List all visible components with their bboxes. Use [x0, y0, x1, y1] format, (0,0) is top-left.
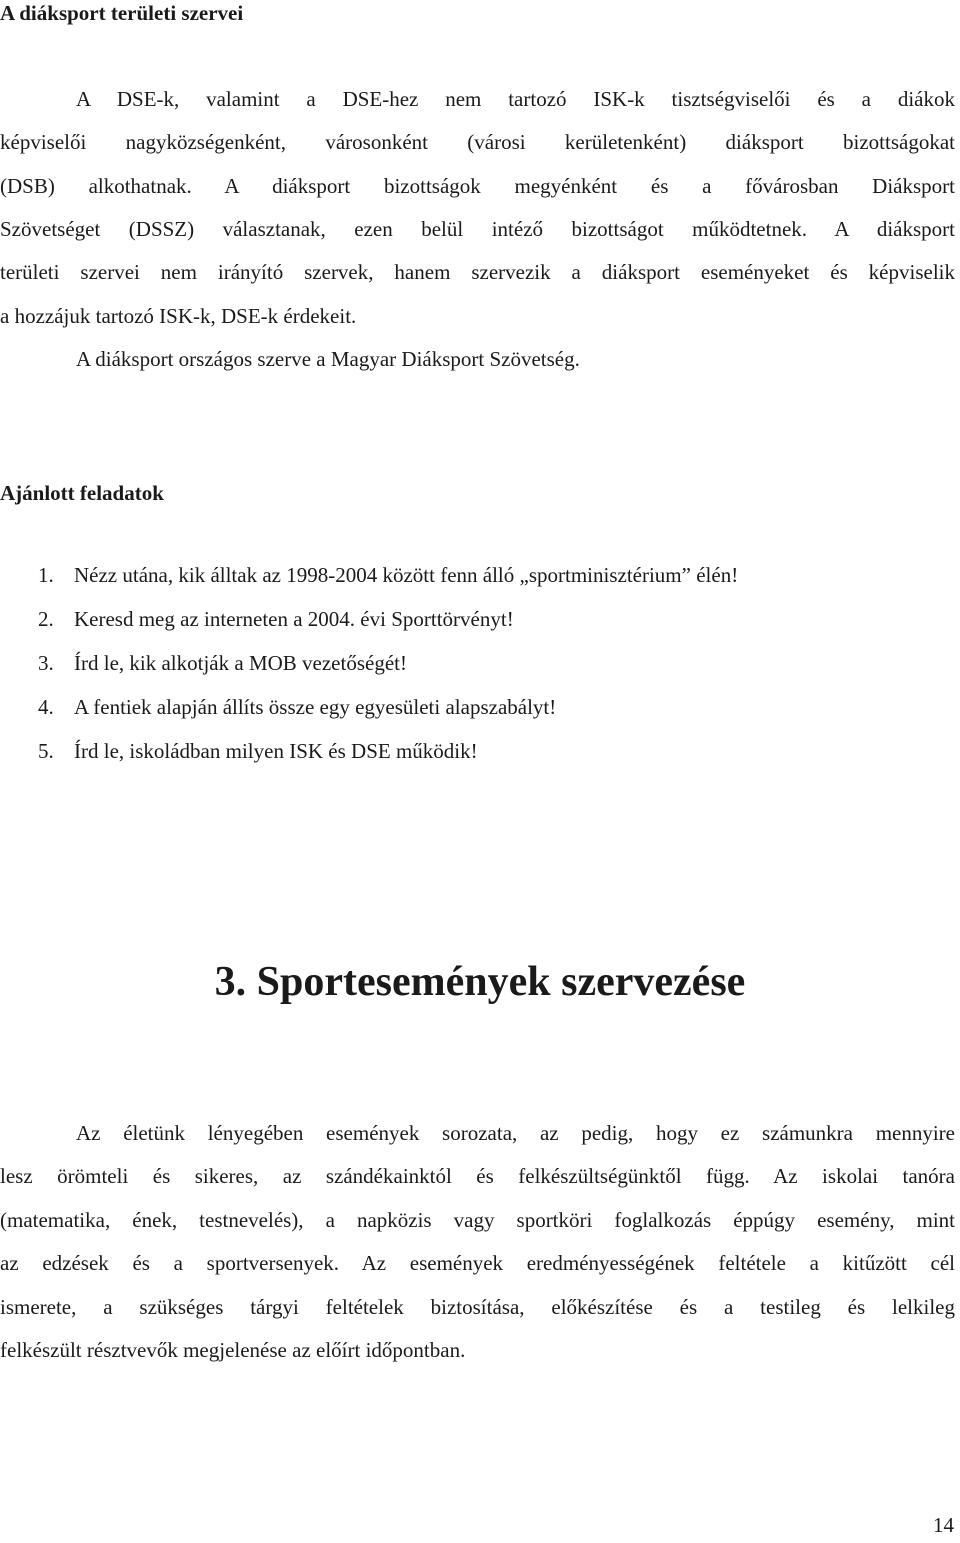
paragraph-line: A DSE-k, valamint a DSE-hez nem tartozó ISK-k tisztségviselői és a diákok: [76, 87, 955, 111]
paragraph-line: területi szervei nem irányító szervek, hanem szervezik a diáksport eseményeket és képviselik: [0, 260, 955, 284]
list-item-text: Keresd meg az interneten a 2004. évi Sporttörvényt!: [74, 607, 514, 631]
list-item-text: A fentiek alapján állíts össze egy egyesületi alapszabályt!: [74, 695, 557, 719]
paragraph-line: a hozzájuk tartozó ISK-k, DSE-k érdekeit.: [0, 304, 357, 328]
tasks-heading: Ajánlott feladatok: [0, 481, 164, 505]
list-item-number: 4.: [38, 695, 54, 719]
paragraph-line: (matematika, ének, testnevelés), a napközis vagy sportköri foglalkozás éppúgy esemény, mint: [0, 1208, 955, 1232]
list-item-number: 5.: [38, 739, 54, 763]
paragraph-line: az edzések és a sportversenyek. Az események eredményességének feltétele a kitűzött cél: [0, 1251, 955, 1275]
paragraph-orszagos-szerv: A diáksport országos szerve a Magyar Diáksport Szövetség.: [76, 347, 580, 371]
paragraph-line: Szövetséget (DSSZ) választanak, ezen belül intéző bizottságot működtetnek. A diáksport: [0, 217, 955, 241]
paragraph-line: lesz örömteli és sikeres, az szándékainktól és felkészültségünktől függ. Az iskolai tanóra: [0, 1164, 955, 1188]
list-item: [0, 562, 738, 606]
paragraph-line: (DSB) alkothatnak. A diáksport bizottságok megyénként és a fővárosban Diáksport: [0, 174, 955, 198]
list-item: [0, 650, 738, 694]
list-item: [0, 738, 738, 782]
list-item-number: 2.: [38, 607, 54, 631]
paragraph-line: felkészült résztvevők megjelenése az előírt időpontban.: [0, 1338, 466, 1362]
list-item-number: 1.: [38, 563, 54, 587]
paragraph-line: ismerete, a szükséges tárgyi feltételek biztosítása, előkészítése és a testileg és lelkileg: [0, 1295, 955, 1319]
chapter-title: 3. Sportesemények szervezése: [214, 959, 746, 1005]
tasks-list: [0, 562, 738, 782]
list-item: [0, 606, 738, 650]
paragraph-line: Az életünk lényegében események sorozata, az pedig, hogy ez számunkra mennyire: [76, 1121, 955, 1145]
list-item: [0, 694, 738, 738]
list-item-number: 3.: [38, 651, 54, 675]
list-item-text: Írd le, kik alkotják a MOB vezetőségét!: [74, 651, 407, 675]
page-number: 14: [933, 1513, 954, 1537]
list-item-text: Írd le, iskoládban milyen ISK és DSE működik!: [74, 739, 478, 763]
section-heading: A diáksport területi szervei: [0, 1, 244, 25]
list-item-text: Nézz utána, kik álltak az 1998-2004 között fenn álló „sportminisztérium” élén!: [74, 563, 739, 587]
paragraph-line: képviselői nagyközségenként, városonként (városi kerületenként) diáksport bizottságokat: [0, 130, 955, 154]
